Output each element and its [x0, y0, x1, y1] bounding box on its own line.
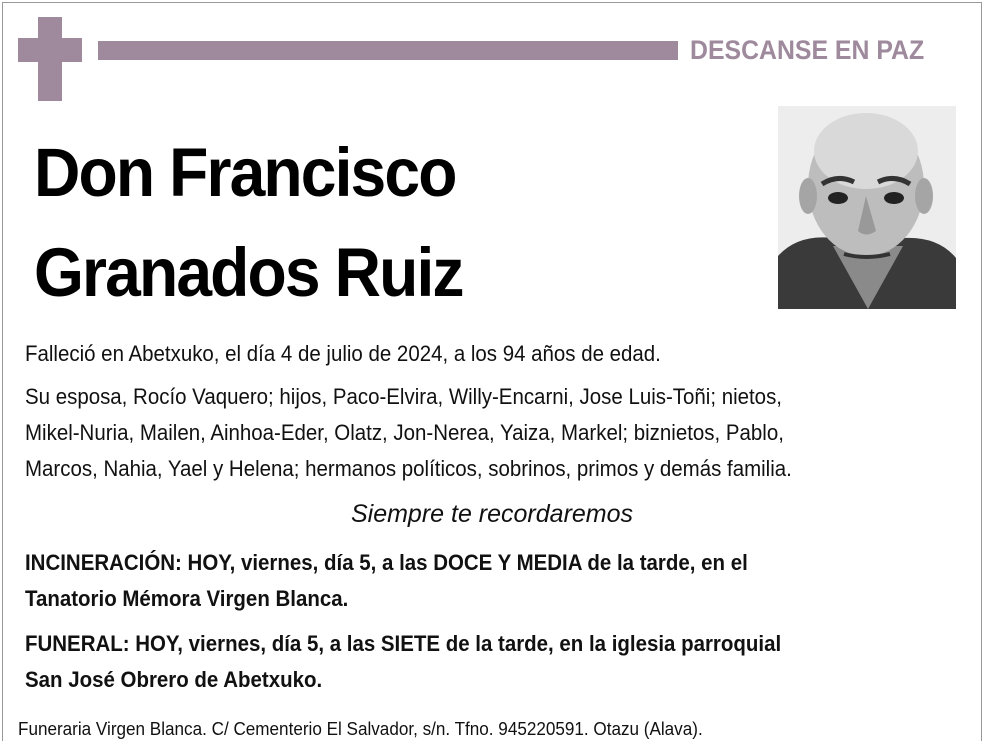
death-notice: Falleció en Abetxuko, el día 4 de julio de 2024, a los 94 años de edad. — [25, 341, 661, 366]
cremation-info — [25, 545, 748, 617]
funeral-home-footer: Funeraria Virgen Blanca. C/ Cementerio El Salvador, s/n. Tfno. 945220591. Otazu (Alava). — [18, 719, 703, 739]
cremation-line: Tanatorio Mémora Virgen Blanca. — [25, 586, 349, 611]
family-line: Marcos, Nahia, Yael y Helena; hermanos políticos, sobrinos, primos y demás familia. — [25, 456, 792, 481]
motto: Siempre te recordaremos — [350, 500, 634, 528]
family-line: Mikel-Nuria, Mailen, Ainhoa-Eder, Olatz, Jon-Nerea, Yaiza, Markel; biznietos, Pablo, — [25, 420, 784, 445]
funeral-line: San José Obrero de Abetxuko. — [25, 667, 323, 692]
header-label: DESCANSE EN PAZ — [690, 35, 925, 65]
deceased-name-line1: Don Francisco — [34, 134, 456, 211]
header-bar — [98, 41, 678, 60]
funeral-line: FUNERAL: HOY, viernes, día 5, a las SIETE de la tarde, en la iglesia parroquial — [25, 631, 782, 656]
portrait-photo — [778, 106, 956, 309]
funeral-info — [25, 626, 781, 698]
cremation-line: INCINERACIÓN: HOY, viernes, día 5, a las DOCE Y MEDIA de la tarde, en el — [25, 550, 748, 575]
cross-icon-arm — [18, 38, 82, 62]
family-line: Su esposa, Rocío Vaquero; hijos, Paco-Elvira, Willy-Encarni, Jose Luis-Toñi; nietos, — [25, 384, 782, 409]
family-list — [25, 379, 792, 487]
deceased-name-line2: Granados Ruiz — [34, 234, 463, 311]
